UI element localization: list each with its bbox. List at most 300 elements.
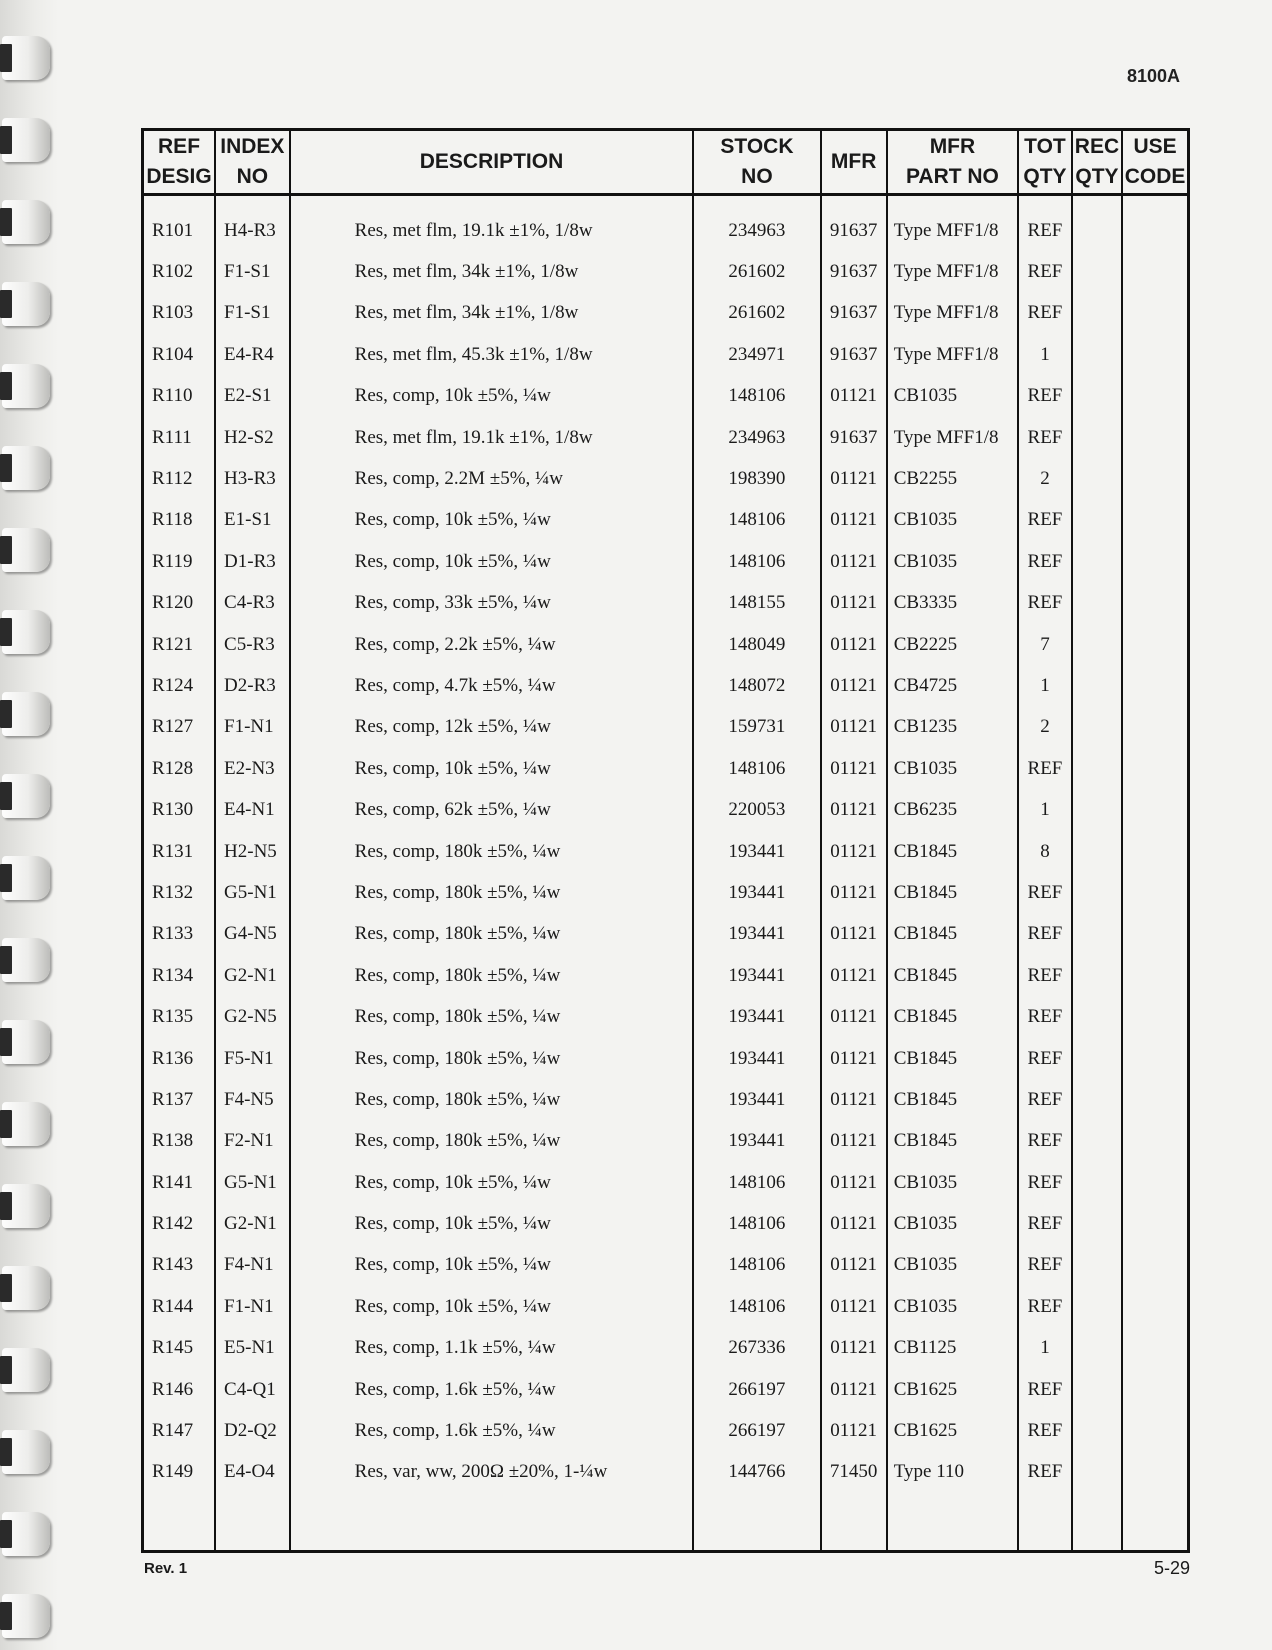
- binding-ring: [2, 1102, 50, 1146]
- description-cell: Res, comp, 1.6k ±5%, ¼w: [290, 1410, 694, 1451]
- stock-no-cell: 148106: [693, 1203, 820, 1244]
- stock-no-cell: 148049: [693, 624, 820, 665]
- description-cell: Res, comp, 1.6k ±5%, ¼w: [290, 1369, 694, 1410]
- mfr-part-no-cell: CB1845: [887, 955, 1018, 996]
- description-cell: Res, comp, 10k ±5%, ¼w: [290, 1162, 694, 1203]
- mfr-part-no-cell: CB1845: [887, 1038, 1018, 1079]
- ref-desig-cell: R131: [143, 831, 216, 872]
- binding-ring: [2, 692, 50, 736]
- stock-no-cell: 148155: [693, 583, 820, 624]
- table-row: [143, 251, 1189, 292]
- tot-qty-cell: REF: [1018, 748, 1072, 789]
- binding-ring: [2, 1594, 50, 1638]
- mfr-cell: 91637: [821, 293, 887, 334]
- rec-qty-cell: [1072, 251, 1122, 292]
- mfr-part-no-cell: CB1235: [887, 707, 1018, 748]
- mfr-part-no-cell: CB1845: [887, 1079, 1018, 1120]
- rec-qty-cell: [1072, 417, 1122, 458]
- rec-qty-cell: [1072, 1410, 1122, 1451]
- header-ref-desig: REF DESIG: [143, 130, 216, 195]
- stock-no-cell: 148106: [693, 1162, 820, 1203]
- mfr-cell: 01121: [821, 748, 887, 789]
- tot-qty-cell: REF: [1018, 293, 1072, 334]
- use-code-cell: [1122, 417, 1188, 458]
- ref-desig-cell: R120: [143, 583, 216, 624]
- tot-qty-cell: REF: [1018, 872, 1072, 913]
- tot-qty-cell: REF: [1018, 914, 1072, 955]
- binding-ring: [2, 610, 50, 654]
- index-no-cell: E1-S1: [215, 500, 290, 541]
- mfr-cell: 01121: [821, 707, 887, 748]
- mfr-cell: 01121: [821, 624, 887, 665]
- mfr-part-no-cell: CB1625: [887, 1410, 1018, 1451]
- mfr-part-no-cell: Type MFF1/8: [887, 334, 1018, 375]
- spiral-binding: [0, 0, 58, 1650]
- tot-qty-cell: REF: [1018, 500, 1072, 541]
- stock-no-cell: 234971: [693, 334, 820, 375]
- mfr-part-no-cell: CB1845: [887, 872, 1018, 913]
- description-cell: Res, comp, 180k ±5%, ¼w: [290, 872, 694, 913]
- tot-qty-cell: REF: [1018, 251, 1072, 292]
- use-code-cell: [1122, 707, 1188, 748]
- use-code-cell: [1122, 1079, 1188, 1120]
- mfr-part-no-cell: CB6235: [887, 789, 1018, 830]
- header-description: DESCRIPTION: [290, 130, 694, 195]
- tot-qty-cell: REF: [1018, 1369, 1072, 1410]
- table-row: [143, 1121, 1189, 1162]
- filler-cell: [821, 1493, 887, 1552]
- table-filler-row: [143, 1493, 1189, 1552]
- binding-ring: [2, 1348, 50, 1392]
- mfr-part-no-cell: CB1845: [887, 831, 1018, 872]
- stock-no-cell: 234963: [693, 195, 820, 252]
- index-no-cell: F4-N5: [215, 1079, 290, 1120]
- tot-qty-cell: REF: [1018, 376, 1072, 417]
- rec-qty-cell: [1072, 583, 1122, 624]
- use-code-cell: [1122, 1121, 1188, 1162]
- index-no-cell: F1-N1: [215, 1286, 290, 1327]
- index-no-cell: F1-S1: [215, 251, 290, 292]
- binding-ring: [2, 1266, 50, 1310]
- description-cell: Res, comp, 2.2M ±5%, ¼w: [290, 458, 694, 499]
- tot-qty-cell: REF: [1018, 1038, 1072, 1079]
- ref-desig-cell: R121: [143, 624, 216, 665]
- binding-ring: [2, 1430, 50, 1474]
- rec-qty-cell: [1072, 955, 1122, 996]
- ref-desig-cell: R103: [143, 293, 216, 334]
- tot-qty-cell: REF: [1018, 195, 1072, 252]
- tot-qty-cell: REF: [1018, 1079, 1072, 1120]
- mfr-cell: 01121: [821, 996, 887, 1037]
- ref-desig-cell: R111: [143, 417, 216, 458]
- mfr-cell: 01121: [821, 872, 887, 913]
- ref-desig-cell: R141: [143, 1162, 216, 1203]
- table-row: [143, 707, 1189, 748]
- index-no-cell: G2-N1: [215, 1203, 290, 1244]
- filler-cell: [693, 1493, 820, 1552]
- rec-qty-cell: [1072, 195, 1122, 252]
- tot-qty-cell: REF: [1018, 1162, 1072, 1203]
- index-no-cell: F5-N1: [215, 1038, 290, 1079]
- stock-no-cell: 234963: [693, 417, 820, 458]
- use-code-cell: [1122, 789, 1188, 830]
- ref-desig-cell: R149: [143, 1452, 216, 1493]
- index-no-cell: H4-R3: [215, 195, 290, 252]
- ref-desig-cell: R134: [143, 955, 216, 996]
- use-code-cell: [1122, 1245, 1188, 1286]
- index-no-cell: D2-R3: [215, 665, 290, 706]
- table-row: [143, 583, 1189, 624]
- mfr-part-no-cell: CB1035: [887, 1203, 1018, 1244]
- index-no-cell: E4-O4: [215, 1452, 290, 1493]
- mfr-part-no-cell: Type MFF1/8: [887, 195, 1018, 252]
- rec-qty-cell: [1072, 1286, 1122, 1327]
- ref-desig-cell: R143: [143, 1245, 216, 1286]
- stock-no-cell: 266197: [693, 1369, 820, 1410]
- table-row: [143, 1038, 1189, 1079]
- mfr-part-no-cell: CB2255: [887, 458, 1018, 499]
- table-row: [143, 1328, 1189, 1369]
- table-row: [143, 789, 1189, 830]
- rec-qty-cell: [1072, 748, 1122, 789]
- description-cell: Res, comp, 33k ±5%, ¼w: [290, 583, 694, 624]
- mfr-part-no-cell: Type 110: [887, 1452, 1018, 1493]
- tot-qty-cell: 2: [1018, 707, 1072, 748]
- ref-desig-cell: R130: [143, 789, 216, 830]
- stock-no-cell: 148106: [693, 500, 820, 541]
- table-row: [143, 458, 1189, 499]
- description-cell: Res, comp, 62k ±5%, ¼w: [290, 789, 694, 830]
- binding-ring: [2, 938, 50, 982]
- ref-desig-cell: R137: [143, 1079, 216, 1120]
- rec-qty-cell: [1072, 665, 1122, 706]
- ref-desig-cell: R136: [143, 1038, 216, 1079]
- ref-desig-cell: R145: [143, 1328, 216, 1369]
- mfr-cell: 01121: [821, 1286, 887, 1327]
- description-cell: Res, comp, 180k ±5%, ¼w: [290, 914, 694, 955]
- use-code-cell: [1122, 996, 1188, 1037]
- use-code-cell: [1122, 583, 1188, 624]
- mfr-cell: 01121: [821, 500, 887, 541]
- use-code-cell: [1122, 1410, 1188, 1451]
- stock-no-cell: 148072: [693, 665, 820, 706]
- table-row: [143, 334, 1189, 375]
- stock-no-cell: 198390: [693, 458, 820, 499]
- ref-desig-cell: R133: [143, 914, 216, 955]
- page-number: 5-29: [1154, 1558, 1191, 1578]
- description-cell: Res, comp, 4.7k ±5%, ¼w: [290, 665, 694, 706]
- use-code-cell: [1122, 748, 1188, 789]
- header-mfr-part-no: MFR PART NO: [887, 130, 1018, 195]
- use-code-cell: [1122, 955, 1188, 996]
- description-cell: Res, met flm, 34k ±1%, 1/8w: [290, 293, 694, 334]
- binding-ring: [2, 528, 50, 572]
- mfr-cell: 01121: [821, 458, 887, 499]
- binding-ring: [2, 774, 50, 818]
- stock-no-cell: 193441: [693, 1079, 820, 1120]
- index-no-cell: F1-N1: [215, 707, 290, 748]
- tot-qty-cell: REF: [1018, 1203, 1072, 1244]
- table-row: [143, 417, 1189, 458]
- use-code-cell: [1122, 1162, 1188, 1203]
- index-no-cell: G5-N1: [215, 1162, 290, 1203]
- binding-ring: [2, 856, 50, 900]
- description-cell: Res, comp, 180k ±5%, ¼w: [290, 996, 694, 1037]
- stock-no-cell: 148106: [693, 1245, 820, 1286]
- use-code-cell: [1122, 1452, 1188, 1493]
- tot-qty-cell: 1: [1018, 665, 1072, 706]
- table-row: [143, 1286, 1189, 1327]
- tot-qty-cell: REF: [1018, 996, 1072, 1037]
- mfr-cell: 01121: [821, 541, 887, 582]
- mfr-part-no-cell: Type MFF1/8: [887, 293, 1018, 334]
- rec-qty-cell: [1072, 831, 1122, 872]
- ref-desig-cell: R142: [143, 1203, 216, 1244]
- rec-qty-cell: [1072, 293, 1122, 334]
- table-row: [143, 376, 1189, 417]
- description-cell: Res, comp, 10k ±5%, ¼w: [290, 500, 694, 541]
- mfr-part-no-cell: CB1035: [887, 541, 1018, 582]
- ref-desig-cell: R119: [143, 541, 216, 582]
- index-no-cell: C4-Q1: [215, 1369, 290, 1410]
- table-header: [143, 130, 1189, 195]
- mfr-part-no-cell: CB1845: [887, 1121, 1018, 1162]
- mfr-part-no-cell: CB1035: [887, 1286, 1018, 1327]
- stock-no-cell: 159731: [693, 707, 820, 748]
- ref-desig-cell: R147: [143, 1410, 216, 1451]
- index-no-cell: F2-N1: [215, 1121, 290, 1162]
- table-row: [143, 872, 1189, 913]
- mfr-cell: 91637: [821, 334, 887, 375]
- filler-cell: [290, 1493, 694, 1552]
- description-cell: Res, comp, 2.2k ±5%, ¼w: [290, 624, 694, 665]
- table-row: [143, 1410, 1189, 1451]
- index-no-cell: D1-R3: [215, 541, 290, 582]
- table-row: [143, 500, 1189, 541]
- stock-no-cell: 193441: [693, 1038, 820, 1079]
- rec-qty-cell: [1072, 334, 1122, 375]
- mfr-part-no-cell: CB1035: [887, 1245, 1018, 1286]
- parts-list-table: [141, 128, 1190, 1553]
- mfr-cell: 01121: [821, 1410, 887, 1451]
- mfr-cell: 91637: [821, 195, 887, 252]
- description-cell: Res, comp, 10k ±5%, ¼w: [290, 1286, 694, 1327]
- index-no-cell: G2-N1: [215, 955, 290, 996]
- stock-no-cell: 193441: [693, 1121, 820, 1162]
- rec-qty-cell: [1072, 996, 1122, 1037]
- model-number: 8100A: [1126, 66, 1180, 86]
- table-row: [143, 665, 1189, 706]
- table-row: [143, 1203, 1189, 1244]
- stock-no-cell: 266197: [693, 1410, 820, 1451]
- stock-no-cell: 193441: [693, 872, 820, 913]
- mfr-cell: 01121: [821, 1328, 887, 1369]
- index-no-cell: H3-R3: [215, 458, 290, 499]
- filler-cell: [215, 1493, 290, 1552]
- rec-qty-cell: [1072, 1452, 1122, 1493]
- tot-qty-cell: REF: [1018, 417, 1072, 458]
- rec-qty-cell: [1072, 376, 1122, 417]
- rec-qty-cell: [1072, 1369, 1122, 1410]
- binding-ring: [2, 1512, 50, 1556]
- index-no-cell: G2-N5: [215, 996, 290, 1037]
- mfr-cell: 01121: [821, 1245, 887, 1286]
- mfr-cell: 01121: [821, 1162, 887, 1203]
- stock-no-cell: 148106: [693, 748, 820, 789]
- description-cell: Res, comp, 180k ±5%, ¼w: [290, 1079, 694, 1120]
- table-row: [143, 748, 1189, 789]
- description-cell: Res, comp, 180k ±5%, ¼w: [290, 955, 694, 996]
- binding-ring: [2, 282, 50, 326]
- table-row: [143, 195, 1189, 252]
- stock-no-cell: 148106: [693, 376, 820, 417]
- rec-qty-cell: [1072, 914, 1122, 955]
- rec-qty-cell: [1072, 789, 1122, 830]
- ref-desig-cell: R102: [143, 251, 216, 292]
- index-no-cell: E4-N1: [215, 789, 290, 830]
- stock-no-cell: 148106: [693, 541, 820, 582]
- description-cell: Res, met flm, 19.1k ±1%, 1/8w: [290, 195, 694, 252]
- description-cell: Res, var, ww, 200Ω ±20%, 1-¼w: [290, 1452, 694, 1493]
- use-code-cell: [1122, 624, 1188, 665]
- index-no-cell: H2-S2: [215, 417, 290, 458]
- index-no-cell: D2-Q2: [215, 1410, 290, 1451]
- table-row: [143, 541, 1189, 582]
- tot-qty-cell: 8: [1018, 831, 1072, 872]
- revision-label: Rev. 1: [144, 1560, 188, 1577]
- tot-qty-cell: REF: [1018, 541, 1072, 582]
- mfr-part-no-cell: Type MFF1/8: [887, 417, 1018, 458]
- description-cell: Res, comp, 10k ±5%, ¼w: [290, 1245, 694, 1286]
- filler-cell: [1072, 1493, 1122, 1552]
- use-code-cell: [1122, 541, 1188, 582]
- use-code-cell: [1122, 500, 1188, 541]
- table-row: [143, 831, 1189, 872]
- table-row: [143, 996, 1189, 1037]
- index-no-cell: E2-N3: [215, 748, 290, 789]
- table-row: [143, 955, 1189, 996]
- use-code-cell: [1122, 293, 1188, 334]
- mfr-cell: 01121: [821, 376, 887, 417]
- rec-qty-cell: [1072, 1328, 1122, 1369]
- ref-desig-cell: R144: [143, 1286, 216, 1327]
- stock-no-cell: 261602: [693, 293, 820, 334]
- ref-desig-cell: R118: [143, 500, 216, 541]
- use-code-cell: [1122, 1328, 1188, 1369]
- filler-cell: [887, 1493, 1018, 1552]
- rec-qty-cell: [1072, 541, 1122, 582]
- index-no-cell: G5-N1: [215, 872, 290, 913]
- header-stock-no: STOCK NO: [693, 130, 820, 195]
- ref-desig-cell: R101: [143, 195, 216, 252]
- mfr-cell: 01121: [821, 1369, 887, 1410]
- rec-qty-cell: [1072, 1121, 1122, 1162]
- mfr-part-no-cell: CB1625: [887, 1369, 1018, 1410]
- tot-qty-cell: 1: [1018, 789, 1072, 830]
- table-body: [143, 195, 1189, 1552]
- mfr-cell: 01121: [821, 1203, 887, 1244]
- use-code-cell: [1122, 251, 1188, 292]
- binding-ring: [2, 1184, 50, 1228]
- description-cell: Res, comp, 10k ±5%, ¼w: [290, 1203, 694, 1244]
- header-mfr: MFR: [821, 130, 887, 195]
- mfr-cell: 01121: [821, 665, 887, 706]
- rec-qty-cell: [1072, 1162, 1122, 1203]
- use-code-cell: [1122, 872, 1188, 913]
- tot-qty-cell: REF: [1018, 583, 1072, 624]
- stock-no-cell: 261602: [693, 251, 820, 292]
- stock-no-cell: 220053: [693, 789, 820, 830]
- table-row: [143, 1369, 1189, 1410]
- mfr-part-no-cell: CB1845: [887, 914, 1018, 955]
- description-cell: Res, met flm, 19.1k ±1%, 1/8w: [290, 417, 694, 458]
- filler-cell: [1018, 1493, 1072, 1552]
- mfr-cell: 01121: [821, 1038, 887, 1079]
- filler-cell: [1122, 1493, 1188, 1552]
- index-no-cell: F1-S1: [215, 293, 290, 334]
- tot-qty-cell: 1: [1018, 334, 1072, 375]
- mfr-cell: 91637: [821, 251, 887, 292]
- rec-qty-cell: [1072, 1203, 1122, 1244]
- ref-desig-cell: R138: [143, 1121, 216, 1162]
- tot-qty-cell: REF: [1018, 955, 1072, 996]
- stock-no-cell: 144766: [693, 1452, 820, 1493]
- binding-ring: [2, 118, 50, 162]
- binding-ring: [2, 36, 50, 80]
- mfr-part-no-cell: CB1035: [887, 748, 1018, 789]
- rec-qty-cell: [1072, 872, 1122, 913]
- stock-no-cell: 193441: [693, 914, 820, 955]
- tot-qty-cell: REF: [1018, 1121, 1072, 1162]
- use-code-cell: [1122, 195, 1188, 252]
- index-no-cell: G4-N5: [215, 914, 290, 955]
- mfr-part-no-cell: CB1845: [887, 996, 1018, 1037]
- stock-no-cell: 193441: [693, 831, 820, 872]
- rec-qty-cell: [1072, 1038, 1122, 1079]
- rec-qty-cell: [1072, 500, 1122, 541]
- ref-desig-cell: R135: [143, 996, 216, 1037]
- use-code-cell: [1122, 914, 1188, 955]
- mfr-cell: 01121: [821, 1079, 887, 1120]
- mfr-part-no-cell: CB4725: [887, 665, 1018, 706]
- ref-desig-cell: R110: [143, 376, 216, 417]
- rec-qty-cell: [1072, 624, 1122, 665]
- use-code-cell: [1122, 1203, 1188, 1244]
- ref-desig-cell: R128: [143, 748, 216, 789]
- table-row: [143, 1079, 1189, 1120]
- mfr-part-no-cell: CB2225: [887, 624, 1018, 665]
- tot-qty-cell: 2: [1018, 458, 1072, 499]
- binding-ring: [2, 446, 50, 490]
- mfr-part-no-cell: CB1035: [887, 376, 1018, 417]
- ref-desig-cell: R104: [143, 334, 216, 375]
- tot-qty-cell: REF: [1018, 1286, 1072, 1327]
- description-cell: Res, comp, 10k ±5%, ¼w: [290, 748, 694, 789]
- table-row: [143, 1162, 1189, 1203]
- use-code-cell: [1122, 376, 1188, 417]
- description-cell: Res, comp, 180k ±5%, ¼w: [290, 831, 694, 872]
- mfr-cell: 01121: [821, 955, 887, 996]
- index-no-cell: C4-R3: [215, 583, 290, 624]
- binding-ring: [2, 1020, 50, 1064]
- stock-no-cell: 193441: [693, 996, 820, 1037]
- stock-no-cell: 267336: [693, 1328, 820, 1369]
- ref-desig-cell: R124: [143, 665, 216, 706]
- ref-desig-cell: R146: [143, 1369, 216, 1410]
- mfr-cell: 01121: [821, 789, 887, 830]
- header-rec-qty: REC QTY: [1072, 130, 1122, 195]
- table-row: [143, 624, 1189, 665]
